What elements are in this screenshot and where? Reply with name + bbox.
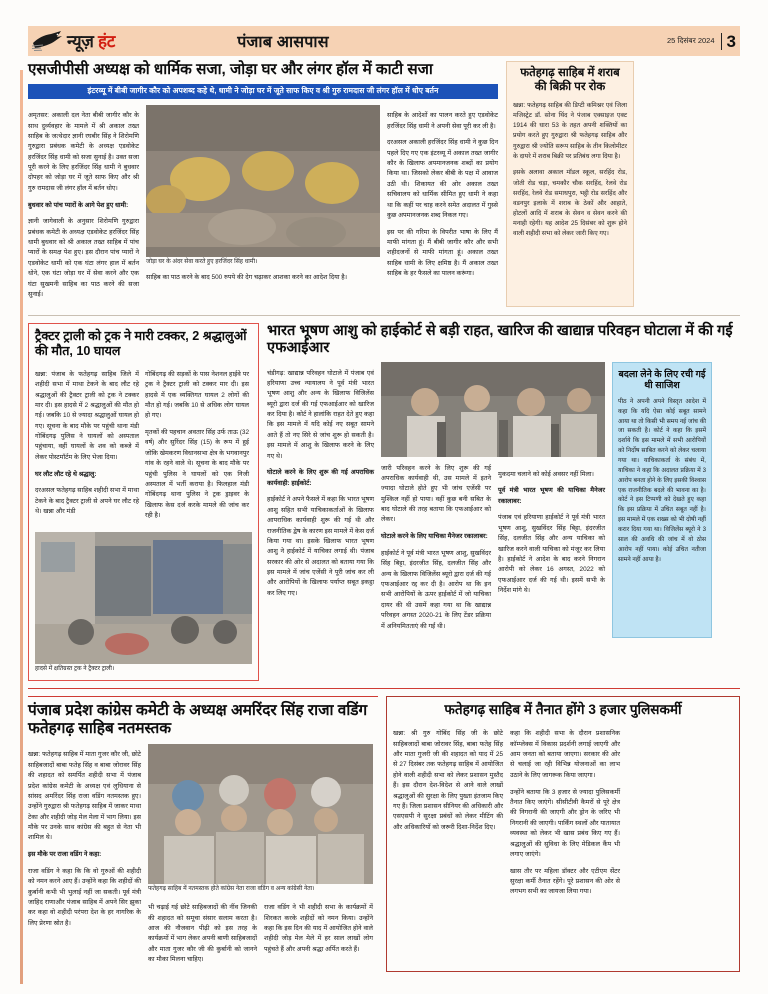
congress-photo-caption: फतेहगढ़ साहिब में नतमस्तक होते कांग्रेस नेता राजा वडिंग व अन्य कांग्रेसी नेता। [148,886,315,892]
police-column-1 [393,723,503,904]
ashu-story-column-1 [267,362,374,638]
police-col2-text: कहा कि शहीदी सभा के दौरान प्रशासनिक कॉम्प्लेक्स में विकास प्रदर्शनी लगाई जाएगी और आम जनता को बताया जाएगा। सरकार की ओर से चलाई जा रही विभिन्न योजनाओं का लाभ उठाने के लिए जागरूक किया जाएगा। [510,730,620,779]
police-column-2 [510,723,620,904]
police-col1-text: खन्ना: श्री गुरु गोबिंद सिंह जी के छोटे साहिबजादों बाबा जोरावर सिंह, बाबा फतेह सिंह और माता गुजरी जी की शहादत को याद में 25 से 27 दिसंबर तक फतेहगढ़ साहिब में आयोजित होने वाली शहीदी सभा को लेकर प्रशासन मुस्तैद हैं। इस दौरान देश-विदेश से आने वाले लाखों श्रद्धालुओं की सुरक्षा के लिए पुख्ता इंतजाम किए गए हैं। जिला प्रशासन सीनियर की अधिकारी और एसएसपी ने सुरक्षा प्रबंधों को लेकर मीटिंग की और अधिकारियों को जरूरी दिशा-निर्देश दिए। [393,730,503,831]
section-title-area [224,26,342,56]
police-story-headline: फतेहगढ़ साहिब में तैनात होंगे 3 हजार पुलिसकर्मी [444,701,682,717]
congress-col2b-text: राजा वडिंग ने भी शहीदी सभा के कार्यक्रमों में शिरकत करके शहीदों को नमन किया। उन्होंने कहा कि इस दिन की याद में आयोजित होने वाले शहीदी जोड़ मेल मेले में हर साल लाखों लोग पहुंचते हैं और अपनी श्रद्धा अर्पित करते हैं। [264,904,373,953]
brand-accent: हंट [98,31,116,51]
crash-story-column-1 [35,363,139,527]
liquor-ban-text-1: खन्ना: फतेहगढ़ साहिब की डिप्टी कमिश्नर एवं जिला मजिस्ट्रेट डॉ. सोना थिंद ने पंजाब एक्साइज एक्ट 1914 की धारा 53 के तहत अपनी शक्तियों का प्रयोग करते हुए गुरुद्वारा श्री फतेहगढ़ साहिब और गुरुद्वारा श्री ज्योति सरूप साहिब के तीन किलोमीटर के दायरे में शराब बिक्री पर प्रतिबंध लगा दिया है। [513,101,627,160]
masthead-spacer [342,26,624,56]
crash-story-headline: ट्रैक्टर ट्राली को ट्रक ने मारी टक्कर, 2 श्रद्धालुओं की मौत, 10 घायल [35,328,247,358]
top-story-col1-text: अमृतसर: अकाली दल नेता बीबी जागीर कौर के साथ दुर्व्यवहार के मामले में श्री अकाल तख्त साहिब के जत्थेदार ज्ञानी रघबीर सिंह ने शिरोमणि गुरुद्वारा प्रबंधक कमेटी के अध्यक्ष एडवोकेट हरजिंदर सिंह धामी को सजा सुनाई है। उक्त सजा पूरी करने के लिए हरजिंदर सिंह धामी ने बुधवार दोपहर को जोड़ा घर में जूते साफ किए और श्री गुरु रामदास जी लंगर हॉल में बर्तन धोए। [28,112,139,192]
ashu-col1-text: चंडीगढ़: खाद्यान्न परिवहन घोटाले में पंजाब एवं हरियाणा उच्च न्यायालय ने पूर्व मंत्री भारत भूषण आशु और अन्य के खिलाफ विजिलेंस ब्यूरो द्वारा दर्ज की गई एफआईआर को खारिज कर दिया है। कोर्ट ने हालांकि राहत देते हुए कहा कि इस मामले में यदि कोई नए सबूत सामने आते हैं तो नए सिरे से जांच शुरू हो सकती है। इस मामले में आशु के खिलाफ करने के लिए गए थे। [267,369,374,460]
congress-column-2 [148,744,373,972]
publication-date: 25 दिसंबर 2024 [666,36,715,45]
crash-photo-caption: हादसे में क्षतिग्रस्त ट्रक ने ट्रैक्टर ट्राली। [35,665,115,672]
top-story-columns [28,105,498,307]
masthead-brand-area [28,26,224,56]
ashu-story-column-3 [498,463,605,638]
crash-story [28,323,259,681]
congress-story [28,696,378,972]
top-story-section [28,61,740,307]
top-story-column-1 [28,105,139,307]
masthead-meta [624,26,740,56]
top-story-subbar: इंटरव्यू में बीबी जागीर कौर को अपशब्द कहे थे, धामी ने जोड़ा घर में जूते साफ किए व श्री गुरु रामदास जी लंगर हॉल में धोए बर्तन [28,84,498,99]
masthead [28,26,740,56]
brand-main: न्यूज़ [67,31,99,51]
blue-box-headline: बदला लेने के लिए रची गई थी साजिश [618,368,706,391]
top-story-col1b-text: ज्ञानी जागेवाली के अनुसार शिरोमणि गुरुद्वारा प्रबंधक कमेटी के अध्यक्ष एडवोकेट हरजिंदर सिंह धामी बुधवार को श्री अकाल तख्त साहिब में पांच प्यारों के समक्ष पेश हुए। इस दौरान पांच प्यारों ने एडवोकेट धामी को एक घंटा लंगर हाल में बर्तन धोने, एक घंटा जोड़ा घर में सेवा करने और एक घंटा सुखमनी साहिब का पाठ करने की सजा सुनाई। [28,218,139,298]
ashu-story-columns [267,362,740,638]
crash-story-columns [35,363,252,527]
brand-name [67,33,115,50]
ashu-col1b-text: हाईकोर्ट ने अपने फैसले में कहा कि भारत भूषण आशु सहित सभी याचिकाकर्ताओं के खिलाफ आपराधिक कार्यवाही शुरू की गई थी और राजनीतिक द्वेष के कारण इस मामले में केस दर्ज किया गया था। इसके खिलाफ भारत भूषण आशु ने हाईकोर्ट में याचिका लगाई थी। पंजाब सरकार की ओर से अदालत को बताया गया कि इस मामले में जांच एजेंसी ने पूरी जांच कर ली और आरोपियों के खिलाफ पर्याप्त सबूत इकट्ठा कर लिए गए। [267,496,374,597]
section-title: पंजाब आसपास [237,34,329,51]
top-side-story [506,61,634,307]
congress-story-columns [28,744,378,972]
ashu-col2-text: जारी परिवहन करने के लिए शुरू की गई अपराधिक कार्यवाही थी, उस मामले में इतने ज्यादा घोटाले होते हुए भी जांच एजेंसी पर मुश्किल नहीं हो पाया। वहीं कुछ बनी सबित के बाद घोटाले की तरह बताया कि एफआईआर को लेकर। [381,464,491,524]
congress-photo [148,744,373,884]
top-story-col3b-text: दरअसल अकाली हरजिंदर सिंह धामी ने कुछ दिन पहले दिए गए एक इंटरव्यू में अकाल तख्त जागीर कौर के खिलाफ अपमानजनक शब्दों का प्रयोग किया था। जिसको लेकर बीबी के पक्ष में आवाज उठी थी। शिकायत की ओर अकाल तख्त सचिवालय को धार्मिक सीमित हुए धामी ने कहा था कि कहीं पर चाह करने समेत अदालत में गुस्से कुछ अपमानजनक शब्द निकल गए। [387,139,498,219]
police-story-columns [393,723,733,904]
conspiracy-blue-box [612,362,712,638]
bottom-section [28,696,740,972]
ashu-col1-subhead: घोटाले करने के लिए शुरू की गई अपराधिक कार्यवाही: हाईकोर्ट: [267,469,374,487]
ashu-col3-subhead: पूर्व मंत्री भारत भूषण की याचिका मैनेजर रकालाबर: [498,487,605,505]
crash-col2b-text: मृतकों की पहचान अवतार सिंह उर्फ ताऊ (32 वर्ष) और सुरिंदर सिंह (15) के रूप में हुई जोकि खेमकरण विधानसभा क्षेत्र के भगवानपुर गांव के रहने वाले थे। सूचना के बाद मौके पर पहुंची पुलिस ने घायलों को एक निजी अस्पताल में भर्ती कराया है। फिलहाल मंडी गोबिंदगढ़ थाना पुलिस ने ट्रक ड्राइवर के खिलाफ केस दर्ज करके मामले की जांच कर रही है। [145,429,249,520]
middle-section [28,323,740,681]
ashu-story [267,323,740,681]
ashu-col3b-text: पंजाब एवं हरियाणा हाईकोर्ट ने पूर्व मंत्री भारत भूषण आशु, सुखविंदर सिंह बिट्टा, इंदरजीत सिंह, दलजीत सिंह और अन्य याचिका को खारिज करने वाली याचिका को मंजूर कर लिया है। हाईकोर्ट ने आदेश के बाद करने निगरान आरोपी को लेकर 16 अगस्त, 2022 को एफआईआर दर्ज की गई थी। इसमें सभी के निर्देश मांगे थे। [498,514,605,595]
blue-box-text: पीठ ने अपनी अपने विस्तृत आदेश में कहा कि यदि ऐसा कोई सबूत सामने आया था तो किसी भी समय नई जांच की जा सकती है। कोर्ट ने कहा कि इसमें दर्शाये कि इस मामले में सभी आरोपियों को निर्दोष साबित करने को लेकर चलाया गया था। याचिकाकर्ता के संबंध में, याचिका ने कहा कि अदालत प्रक्रिया में 3 आरोप बनता होने के लिए इसकी विश्वास एक राजनीतिक बदले की भावना का है। कोर्ट ने इस टिप्पणी को देखते हुए कहा कि इस प्रक्रिया में उचित सबूत नहीं है। इस मामले में एक शख्स को भी दोषी नहीं करार दिया गया था। विजिलेंस ब्यूरो ने 3 साल की अवधि की जांच में वो ठोस आरोप नहीं पाया। कोई उचित नतीजा सामने नहीं आया है। [618,397,706,563]
left-edge-decorative-bar [20,70,23,984]
ashu-story-headline: भारत भूषण आशु को हाईकोर्ट से बड़ी राहत, खारिज की खाद्यान्न परिवहन घोटाला में की गई एफआईआर [267,322,733,356]
congress-story-headline: पंजाब प्रदेश कांग्रेस कमेटी के अध्यक्ष अमरिंदर सिंह राजा वडिंग फतेहगढ़ साहिब नतमस्तक [28,701,368,737]
page-number: 3 [721,33,736,50]
top-story-headline: एसजीपीसी अध्यक्ष को धार्मिक सजा, जोड़ा घर और लंगर हॉल में काटी सजा [28,61,433,78]
crash-col1-subhead: घर लौट लौट रहे थे श्रद्धालु: [35,470,97,478]
crash-col1b-text: दरअसल फतेहगढ़ साहिब शहीदी सभा में माथा टेकने के बाद ट्रैक्टर ट्राली से अपने घर लौट रहे थे। खन्ना और मंडी [35,487,139,516]
liquor-ban-box [506,61,634,307]
congress-col1b-text: राजा वडिंग ने कहा कि कि वो गुरुओं की शहीदी को नमन करने आए हैं। उन्होंने कहा कि शहीदों की कुर्बानी कभी भी भुलाई नहीं जा सकती। पूर्व मंत्री जाहिद राणाऔर पंजाब साहिब में अपने सिर झुका कर कहा वो शहीदी परंपरा देश के हर नागरिक के लिए प्रेरणा स्रोत है। [28,867,141,927]
press-conference-photo [381,362,605,457]
crash-photo [35,532,252,664]
liquor-ban-text-2: इसके अलावा अकाल मॉडल स्कूल, सरहिंद रोड, जोती रोड चड़ा, चमकौर चौक सरहिंद, रेलवे रोड सरहिंद, रेलवे रोड समाधपुरा, भट्ठी रोड सरहिंद और वडनपुर इलाके में शराब के ठेकों और आहाते, होटलों आदि में शराब के सेवन व सेवन करने की मनाही रहेगी। यह आदेश 25 दिसंबर को शुरू होने वाली शहीदी सभा को लेकर जारी किए गए। [513,169,627,238]
top-story-photo-caption: जोड़ा घर के अंदर सेवा करते हुए हरजिंदर सिंह धामी। [146,258,258,265]
congress-col1-text: खन्ना: फतेहगढ़ साहिब में माता गुजर कौर जी, छोटे साहिबजादों बाबा फतेह सिंह व बाबा जोरावर सिंह की शहादत को समर्पित शहीदी सभा में पंजाब प्रदेश कांग्रेस कमेटी के अध्यक्ष एवं लुधियाना से सांसद अमरिंदर सिंह राजा वडिंग नतमस्तक हुए। उन्होंने गुरुद्वारा श्री फतेहगढ़ साहिब में जाकर माथा टेका और शहीदी जोड़ मेल मेला में भाग लिया। इस मौके पर उनके साथ कांग्रेस की बहुत से नेता भी शामिल थे। [28,751,141,842]
congress-col2-text: भी चढ़ाई गई छोटे साहिबजादों की नींव जिनकी की शहादत को समूचा संसार सलाम करता है। आज की नौजवान पीढ़ी को इस तरह के कार्यक्रमों में भाग लेकर अपनी बाणी साहिबजादों और माता गुजर कौर जी की कुर्बानी को जानने का मौका मिलना चाहिए। [148,904,257,964]
top-story-photo [146,105,380,257]
top-story-col1-subhead: बुधवार को पांच प्यारों के आगे पेश हुए धामी: [28,201,129,209]
crash-col1-text: खन्ना: पंजाब के फतेहगढ़ साहिब जिले में शहीदी सभा में माथा टेकने के बाद लौट रहे श्रद्धालुओं की ट्रैक्टर ट्राली को ट्रक ने टक्कर मार दी। इस हादसे में 2 श्रद्धालुओं की मौत हो गई। जबकि 10 से ज्यादा श्रद्धालुओं घायल हो गए। सूचना के बाद मौके पर पहुंची थाना मंडी गोबिंदगढ़ पुलिस ने घायलों को अस्पताल पहुंचाया, वहीं घायलों के शव को कब्जे में लेकर पोस्टमॉर्टम के लिए भेजा दिया। [35,370,139,461]
top-story-col3-text: साहिब के आदेशों का पालन करते हुए एडवोकेट हरजिंदर सिंह धामी ने अपनी सेवा पूरी कर ली है। [387,112,498,130]
congress-col1-subhead: इस मौके पर राजा वडिंग ने कहा: [28,851,102,859]
top-story-col2-after: साहिब का पाठ करने के बाद 500 रुपये की देग चढ़ाकर आशका करने का आदेश दिया है। [146,273,348,281]
crash-story-column-2 [145,363,249,527]
ashu-col2b-text: हाईकोर्ट ने पूर्व मंत्री भारत भूषण आशु, सुखविंदर सिंह बिट्टा, इंदरजीत सिंह, दलजीत सिंह और अन्य के खिलाफ विजिलेंस ब्यूरो द्वारा दर्ज की गई एफआईआर रद्द कर दी है। आरोप था कि इन सभी आरोपियों के ऊपर हाईकोर्ट में जो याचिका दायर की थी उसमें कहा गया था कि खाद्यान्न परिवहन अगस्त 2020-21 के लिए टेंडर प्रक्रिया में अनियमितताएं की गईं थी। [381,549,491,630]
top-story-main [28,61,498,307]
congress-column-1 [28,744,141,972]
top-story-column-3 [387,105,498,307]
section-divider-1 [28,315,740,316]
section-divider-2 [28,688,740,689]
liquor-ban-headline: फतेहगढ़ साहिब में शराब की बिक्री पर रोक [520,67,620,93]
police-col2c-text: खास तौर पर महिला डॉक्टर और एटीएम सेंटर सुरक्षा कर्मी तैनात रहेंगे। पूरे प्रशासन की ओर से लगभग सभी का जायजा लिया गया। [510,867,620,896]
eagle-bird-icon [31,29,65,53]
ashu-story-column-2 [381,362,491,638]
top-story-photo-block [146,105,380,307]
police-col2b-text: उन्होंने बताया कि 3 हजार से ज्यादा पुलिसकर्मी तैनात किए जाएंगे। सीसीटीवी कैमरों से पूरे क्षेत्र की निगरानी की जाएगी और ड्रोन के जरिए भी निगरानी की जाएगी। पार्किंग स्थलों और यातायात व्यवस्था को लेकर भी खास प्रबंध किए गए हैं। श्रद्धालुओं की सुविधा के लिए मेडिकल कैंप भी लगाए जाएंगे। [510,788,620,858]
crash-col2-text: गोबिंदगढ़ की सड़कों के पास नेशनल हाईवे पर ट्रक ने ट्रैक्टर ट्राली को टक्कर मार दी। इस हादसे में एक व्यक्तिगत घायल 2 लोगों की मौत हो गई। जबकि 10 से अधिक लोग घायल हो गए। [145,370,249,420]
ashu-col2-subhead: घोटाले करने के लिए याचिका मैनेजर रकालाबर: [381,533,488,541]
ashu-col3-text: मुकदमा चलाने को कोई अवसर नहीं मिला। [498,470,594,478]
police-deployment-story [386,696,740,972]
top-story-col3c-text: इस पर की गरिमा के विपरीत भाषा के लिए मैं माफी मांगता हूं। मैं बीबी जागीर कौर और सभी शहीदजनों से माफी मांगता हूं। अकाल तख्त साहिब धामी के लिए क्षमिष्ठ है। मैं अकाल तख्त साहिब के हर फैसले का पालन करूंगा। [387,228,498,278]
